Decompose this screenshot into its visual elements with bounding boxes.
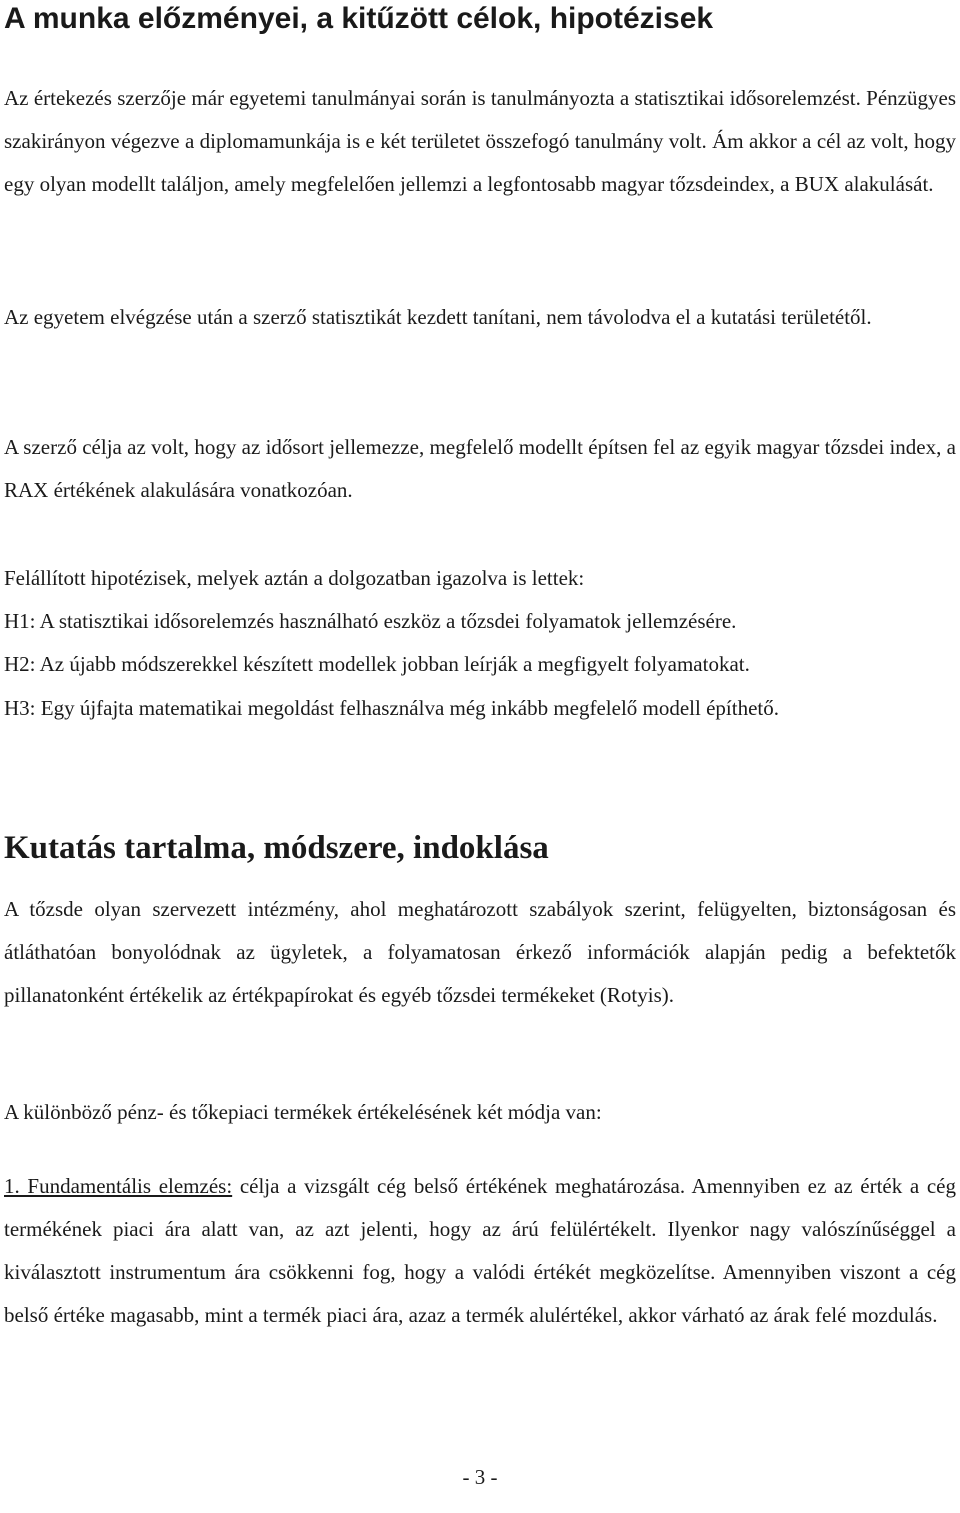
paragraph-fundamental-analysis [4,1165,956,1337]
hypothesis-h3: H3: Egy újfajta matematikai megoldást felhasználva még inkább megfelelő modell építhető. [4,696,780,720]
paragraph-stock-exchange: A tőzsde olyan szervezett intézmény, ahol meghatározott szabályok szerint, felügyelten, biztonságosan és átláthatóan bonyolódnak az ügyletek, a folyamatosan érkező információk alapján pedig a befektetők pillanatonként értékelik az értékpapírokat és egyéb tőzsdei termékeket (Rotyis). [4,897,956,1007]
hypothesis-h1: H1: A statisztikai idősorelemzés használható eszköz a tőzsdei folyamatok jellemzésére. [4,609,737,633]
page-number: - 3 - [462,1465,498,1489]
paragraph-teaching: Az egyetem elvégzése után a szerző statisztikát kezdett tanítani, nem távolodva el a kutatási területétől. [4,305,872,329]
fundamental-analysis-text: célja a vizsgált cég belső értékének meghatározása. Amennyiben ez az érték a cég termékének piaci ára alatt van, az azt jelenti, hogy az árú felülértékelt. Ilyenkor nagy valószínűséggel a kiválasztott instrumentum ára csökkenni fog, hogy a valódi értékét megközelítse. Amennyiben viszont a cég belső értéke magasabb, mint a termék piaci ára, azaz a termék alulértékel, akkor várható az árak felé mozdulás. [4,1174,956,1327]
fundamental-analysis-label: 1. Fundamentális elemzés: [4,1174,233,1198]
paragraph-background: Az értekezés szerzője már egyetemi tanulmányai során is tanulmányozta a statisztikai idősorelemzést. Pénzügyes szakirányon végezve a diplomamunkája is e két területet összefogó tanulmány volt. Ám akkor a cél az volt, hogy egy olyan modellt találjon, amely megfelelően jellemzi a legfontosabb magyar tőzsdeindex, a BUX alakulását. [4,86,956,196]
paragraph-valuation-methods: A különböző pénz- és tőkepiaci termékek értékelésének két módja van: [4,1100,602,1124]
section-heading-goals: A munka előzményei, a kitűzött célok, hipotézisek [4,2,714,35]
paragraph-aim: A szerző célja az volt, hogy az idősort jellemezze, megfelelő modellt építsen fel az egyik magyar tőzsdei index, a RAX értékének alakulására vonatkozóan. [4,435,956,502]
hypothesis-h2: H2: Az újabb módszerekkel készített modellek jobban leírják a megfigyelt folyamatokat. [4,652,750,676]
section-heading-research: Kutatás tartalma, módszere, indoklása [4,830,549,866]
hypotheses-intro: Felállított hipotézisek, melyek aztán a dolgozatban igazolva is lettek: [4,566,585,590]
